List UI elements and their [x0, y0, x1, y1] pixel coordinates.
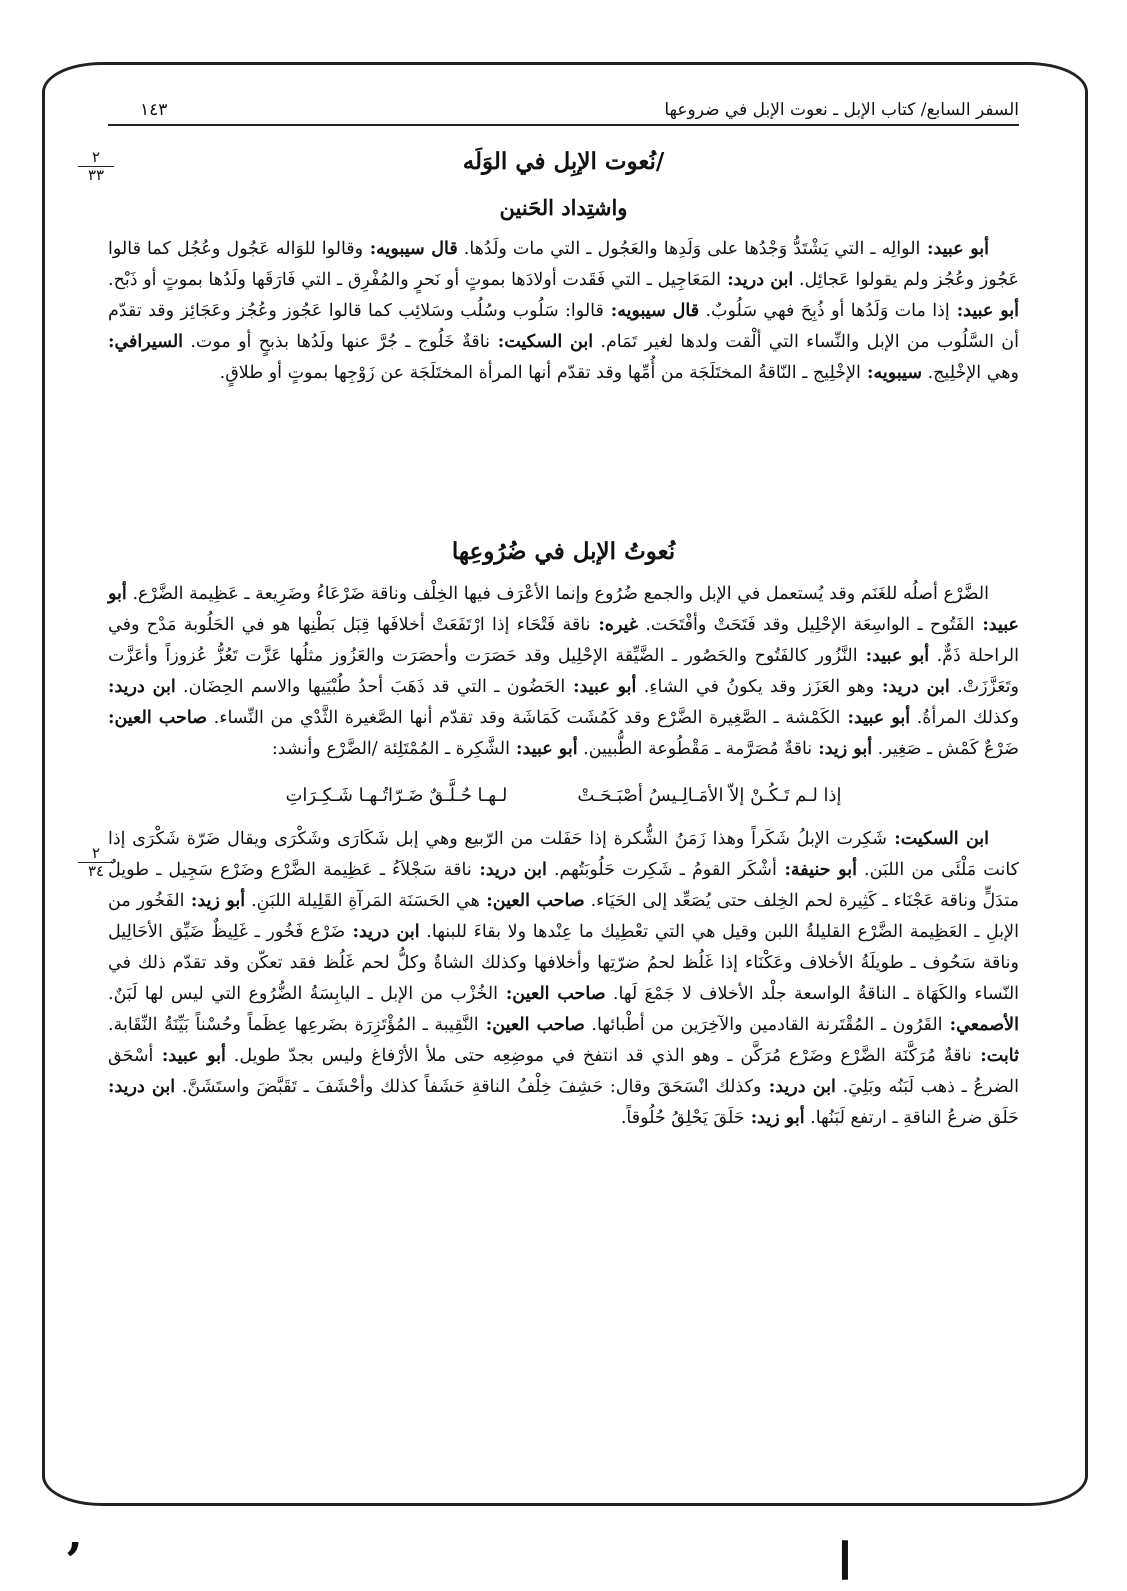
text-run: حَلَق ضرعُ الناقةِ ـ ارتفع لَبَنُها. [804, 1108, 1019, 1128]
text-run: الحَضُون ـ التي قد ذَهَبَ أحدُ طُبْيَيها والاسم الحِضَان. [175, 677, 566, 697]
citation-source: أبو عبيد: [920, 239, 990, 259]
text-run: الوالِه ـ التي يَشْتَدُّ وَجْدُها على وَلَدِها والعَجُول ـ التي مات ولَدُها. [457, 239, 921, 259]
citation-source: ابن دريد: [471, 860, 547, 880]
citation-source: أبو زيد: [744, 1108, 805, 1128]
citation-source: صاحب العين: [478, 1015, 585, 1035]
text-run: الضَّرْع أصلُه للغَنَم وقد يُستعمل في الإبل والجمع ضُرُوع وإنما الأعْرَف فيها الخِلْف وناقة ضَرْعَاءُ وضَرِيعة ـ عَظِيمة الضَّرْع. [126, 584, 989, 604]
text-run: وكذلك انْسَحَقَ وقال: حَشِفَ خِلْفُ الناقةِ حَشَفاً كذلك وأحْشَفَ ـ تَقَبَّضَ واستَشَنَّ. [175, 1077, 762, 1097]
citation-source: أبو عبيد: [153, 1046, 226, 1066]
citation-source: أبو حنيفة: [776, 860, 857, 880]
text-run: الخُزْب من الإبل ـ اليابِسَةُ الضُّرُوع التي ليس لها لَبَنٌ. [108, 984, 498, 1004]
text-run: وكذلك المرأةُ. [910, 708, 1019, 728]
text-run: ناقةٌ مُرَكَّنَة الضَّرْع وضَرْع مُرَكَّن ـ وهو الذي قد انتفخ في موضِعِه حتى ملأ الأرْفاغ وليس بجدّ طويل. [225, 1046, 972, 1066]
citation-source: ابن دريد: [721, 270, 794, 290]
text-run: الفَخُور من الإبلِ ـ العَظِيمة الضَّرْع القليلةُ اللبن وقيل هي التي تعْطِيك ما عِنْدها ولا بقاءَ للبنها. [108, 891, 1020, 942]
paragraph [108, 234, 1019, 389]
citation-source: ابن دريد: [874, 677, 950, 697]
text-run: وهي الإخْلِيج. [922, 363, 1019, 383]
poem-hemistich: لـهـا حُـلَّـقٌ ضَـرّاتُـهـا شَـكِـرَاتِ [285, 785, 508, 806]
text-run: الفَتُوح ـ الواسِعَة الإحْلِيل وقد فَتَحَتْ وأفْتَحَت. [638, 615, 975, 635]
poem-verse [108, 785, 1019, 806]
page-number: ١٤٣ [140, 100, 168, 120]
text-run: ضَرْعٌ كَمْش ـ صَغِير. [872, 739, 1019, 759]
text-run: أسْحَق الضرعُ ـ ذهب لَبَنُه وبَلِيَ. [108, 1046, 1019, 1097]
citation-source: السيرافي: [108, 332, 184, 352]
running-title: السفر السابع/ كتاب الإبل ـ نعوت الإبل في ضروعها [664, 100, 1019, 120]
text-run: هي الحَسَنَة المَرآةِ القَلِيلة اللبَنِ. [245, 891, 480, 911]
citation-source: ثابت: [971, 1046, 1020, 1066]
citation-source: سيبويه: [860, 363, 922, 383]
section-udders [108, 538, 1019, 1134]
citation-source: صاحب العين: [479, 891, 585, 911]
text-run: الإخْلِيج ـ النّاقةُ المختَلَجَة من أُمِّها وقد تقدّم أنها المرأة المختَلَجَة عن زَوْجِها بموتٍ أو طلاقٍ. [219, 363, 861, 383]
text-run: وهو العَزَز وقد يكونُ في الشاءِ. [636, 677, 875, 697]
text-run: إذا مات وَلَدُها أو ذُبِحَ فهي سَلُوبٌ. [699, 301, 950, 321]
text-run: النَّزُور كالفَتُوح والحَصُور ـ الضَّيِّقة الإحْلِيل وقد حَصَرَت وأحصَرَت والعَزُوز مثلُها عَزَّت تَعُزُّ عُزوزاً وأعَزَّت وتَعَزَّزَتْ. [108, 646, 1019, 697]
text-run: ناقةٌ خَلُوج ـ جُرَّ عنها ولَدُها بذبحٍ أو موت. [183, 332, 490, 352]
citation-source: أبو عبيد: [857, 646, 930, 666]
citation-source: صاحب العين: [108, 708, 208, 728]
citation-source: الأصمعي: [942, 1015, 1019, 1035]
text-run: المَعَاجِيل ـ التي فَقَدت أولادَها بموتٍ أو نَحرٍ والمُفْرِق ـ التي فَارَقَها ولَدُها بموتٍ أو ذَبْح. [108, 270, 721, 290]
marker-denominator: ٣٣ [87, 166, 105, 184]
section-title: /نُعوت الإبِل في الوَلَه [462, 148, 665, 175]
text-run: القَرُون ـ المُقْتَرنة القادمين والآخِرَين من أطْبائها. [584, 1015, 943, 1035]
citation-source: أبو زيد: [184, 891, 246, 911]
citation-source: غيره: [590, 615, 639, 635]
text-run: شَكِرت الإبلُ شَكَراً وهذا زَمَنُ الشُّكرة إذا حَفَلت من الرّبيع وهي إبل شَكَارَى وشَكْرَى ويقال ضَرّة شَكْرَى إذا كانت مَلْئَى من اللبَن. [108, 829, 1019, 880]
paragraph [108, 824, 1019, 1134]
text-run: قالوا: سَلُوب وسُلُب وسَلائِب كما قالوا عَجُوز وعُجُز وعَجَائِز وقد تقدّم أن السَّلُوب من الإبل والنِّساء التي ألْقت ولدها لغير تَمَام. [108, 301, 1019, 352]
citation-source: أبو زيد: [812, 739, 873, 759]
text-run: النَّقِيبة ـ المُؤْتَزِرَة بضَرعِها عِظَماً وحُسْناً بَيِّنَةُ النِّقَابة. [108, 1015, 479, 1035]
text-run: الكَمْشة ـ الصَّغِيرة الضَّرْع وقد كَمُشَت كَمَاشَة وقد تقدّم أنها الصَّغيرة الثَّدْي من النِّساء. [207, 708, 841, 728]
citation-source: قال سيبويه: [363, 239, 458, 259]
citation-source: أبو عبيد: [108, 584, 1019, 635]
citation-source: صاحب العين: [498, 984, 606, 1004]
citation-source: أبو عبيد: [565, 677, 637, 697]
citation-source: أبو عبيد: [949, 301, 1020, 321]
citation-source: ابن السكيت: [489, 332, 594, 352]
page-edge-mark: ا [838, 1532, 852, 1591]
citation-source: قال سيبويه: [603, 301, 700, 321]
citation-source: أبو عبيد: [509, 739, 578, 759]
text-run: ناقة سَجْلاَءُ ـ عَظِيمة الضَّرْع وضَرْع سَجِيل ـ طويلٌ متدَلٍّ وناقة عَجْنَاء ـ كَثِيرة لحم الخِلف حتى يُصَعِّد إلى الحَيَاء. [108, 860, 1020, 911]
citation-source: ابن السكيت: [886, 829, 989, 849]
text-run: الشَّكِرة ـ المُمْتَلِئة /الضَّرْع وأنشد: [271, 739, 510, 759]
citation-source: ابن دريد: [761, 1077, 836, 1097]
marker-numerator: ٢ [78, 150, 114, 167]
text-run: أشْكَر القومُ ـ شَكِرت حَلُوبَتُهم. [546, 860, 777, 880]
header-rule [108, 124, 1019, 126]
paragraph [108, 579, 1019, 765]
page-edge-mark: ʼ [64, 1532, 82, 1591]
citation-source: ابن دريد: [108, 1077, 176, 1097]
poem-hemistich: إذا لـم تَـكُـنْ إلاّ الأمَـالِـيسُ أصْبَـحَـتْ [577, 785, 842, 806]
text-run: حَلَقَ يَحْلِقُ حُلُوقاً. [620, 1108, 745, 1128]
marker-denominator: ٣٤ [87, 862, 105, 880]
citation-source: أبو عبيد: [840, 708, 911, 728]
citation-source: ابن دريد: [345, 922, 420, 942]
text-run: ضَرْع فَخُور ـ غَلِيظٌ ضَيِّق الأحَالِيل وناقة سَحُوف ـ طويلَةُ الأخلاف وعَكْنَاء إذا غَلُظ لحمُ ضرّتِها وأخلافها وكذلك الشاةُ وكلُّ لحم غَلُظ فقد تعكّن وقد تقدّم ذلك في النّساء والكَهَاة ـ الناقةُ الواسعة جلْد الأخلاف لا جَمْعَ لَها. [108, 922, 1020, 1004]
text-run: ناقة فَتْحَاء إذا ارْتَفَعَتْ أخلافَها قِبَل بَطْنِها هو في الحَلُوبة مَدْح وفي الراحلة ذَمٌّ. [108, 615, 1019, 666]
section-title: نُعوتُ الإبل في ضُرُوعِها [451, 538, 676, 565]
section-wailing [108, 148, 1019, 389]
text-run: ناقةٌ مُصَرَّمة ـ مَقْطُوعة الطُّبيين. [577, 739, 813, 759]
marker-numerator: ٢ [78, 846, 114, 863]
citation-source: ابن دريد: [108, 677, 176, 697]
running-header [140, 82, 1019, 120]
section-subtitle: واشتِداد الحَنين [499, 195, 628, 220]
text-run: وقالوا للوَاله عَجُول وعُجُل كما قالوا عَجُوز وعُجُز ولم يقولوا عَجائِل. [108, 239, 1019, 290]
